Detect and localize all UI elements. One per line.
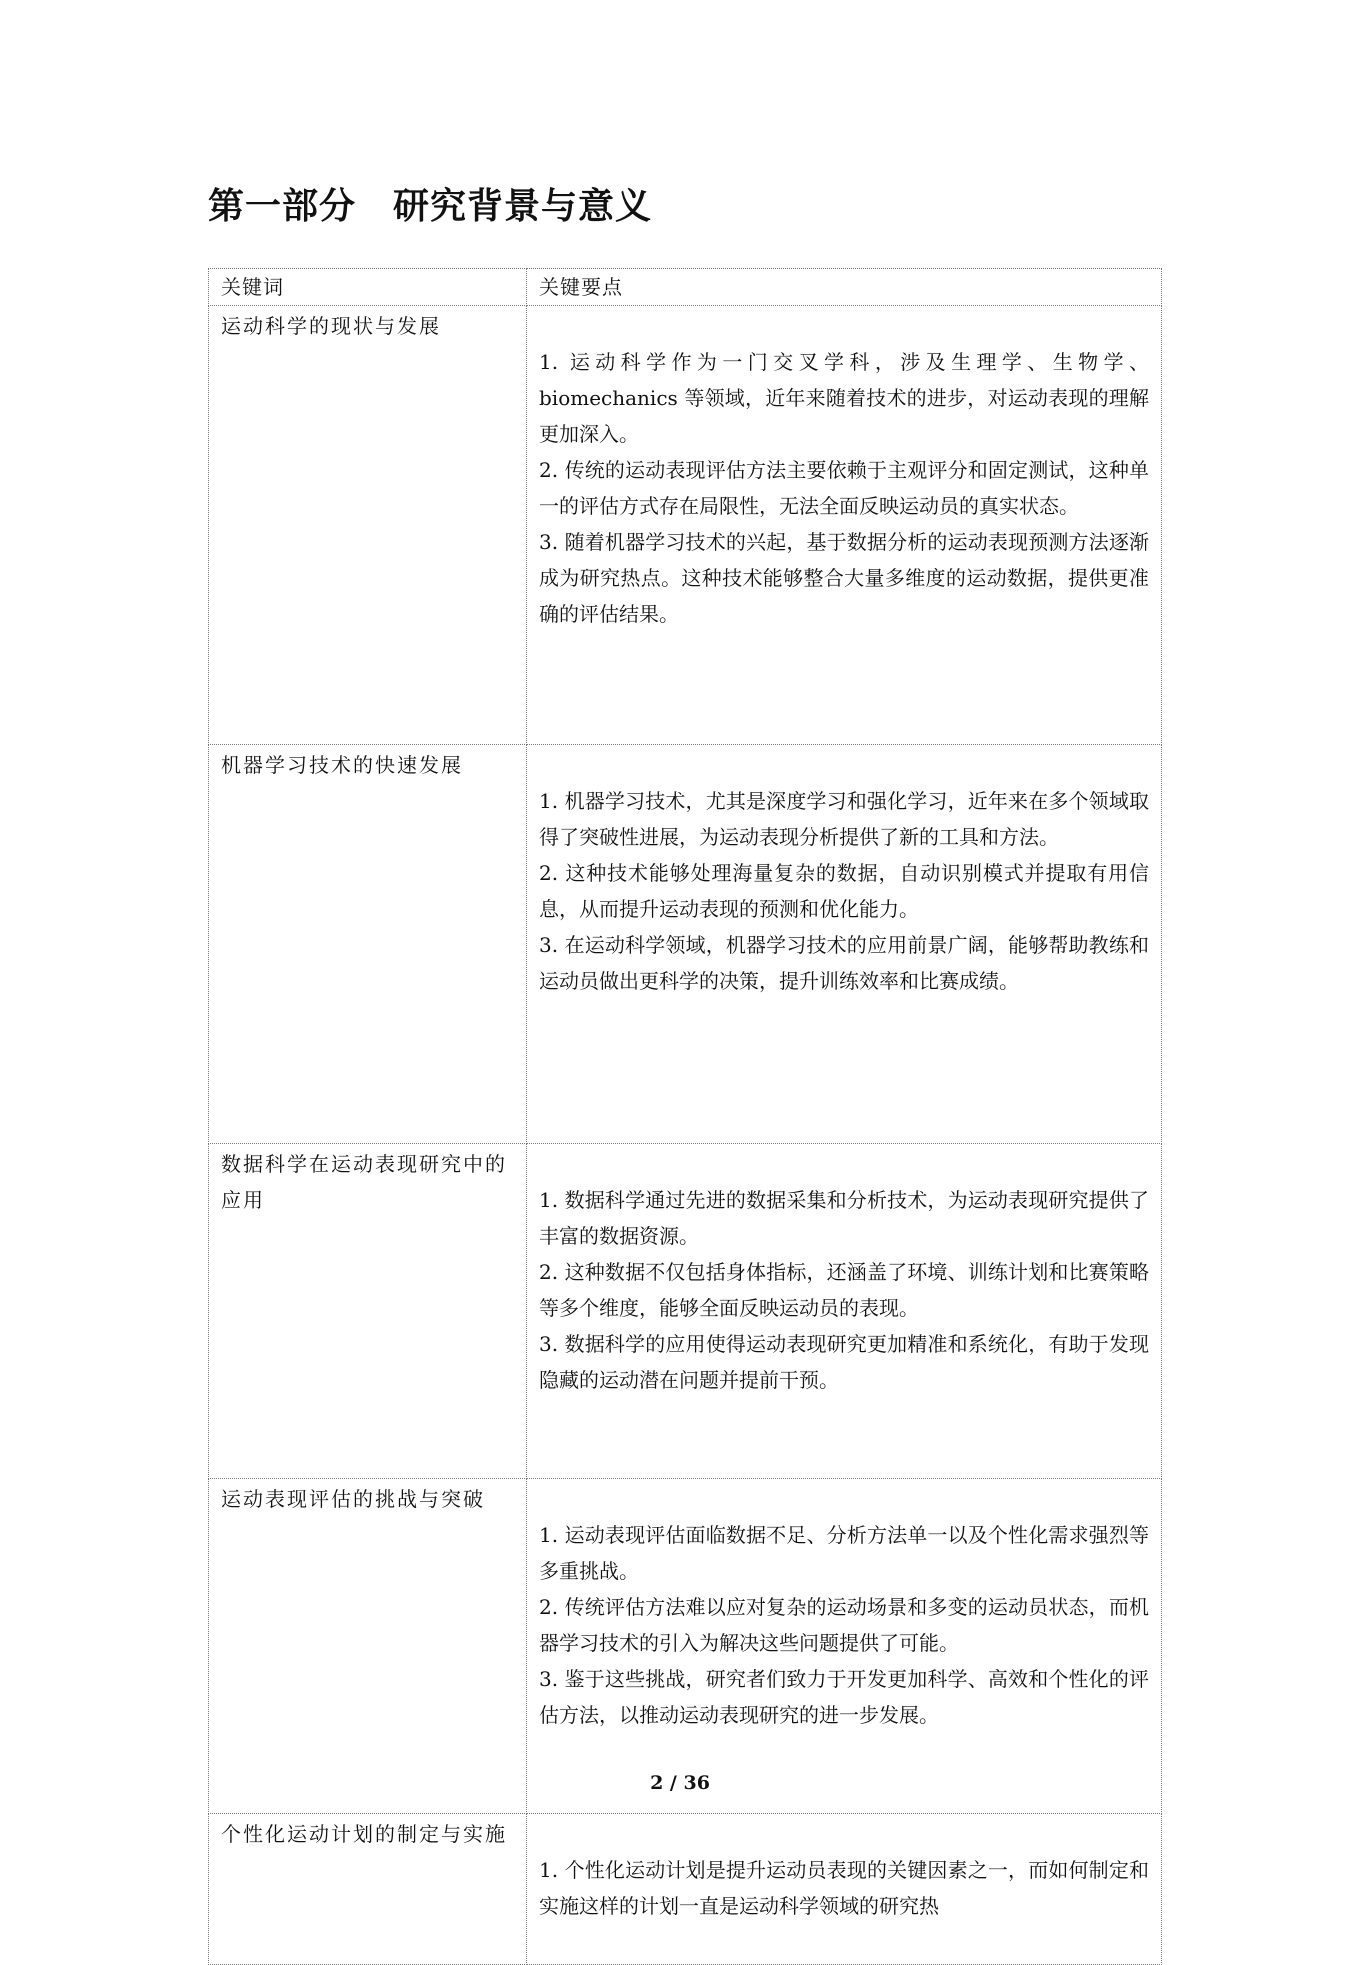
table-row (209, 1144, 1162, 1479)
section-heading: 第一部分 研究背景与意义 (208, 186, 653, 227)
page-number: 2 / 36 (650, 1772, 710, 1794)
point-text: 3. 数据科学的应用使得运动表现研究更加精准和系统化，有助于发现隐藏的运动潜在问题并提前干预。 (539, 1332, 1149, 1392)
point-text: 2. 传统评估方法难以应对复杂的运动场景和多变的运动员状态，而机器学习技术的引入为解决这些问题提供了可能。 (539, 1595, 1149, 1655)
point-text: 3. 随着机器学习技术的兴起，基于数据分析的运动表现预测方法逐渐成为研究热点。这种技术能够整合大量多维度的运动数据，提供更准确的评估结果。 (539, 530, 1149, 626)
keyword-cell: 运动表现评估的挑战与突破 (209, 1479, 527, 1814)
points-cell (527, 1814, 1162, 1965)
keyword-cell: 机器学习技术的快速发展 (209, 745, 527, 1144)
table-row (209, 1814, 1162, 1965)
point-text: 2. 这种技术能够处理海量复杂的数据，自动识别模式并提取有用信息，从而提升运动表现的预测和优化能力。 (539, 861, 1149, 921)
points-cell (527, 1479, 1162, 1814)
point-text: 2. 传统的运动表现评估方法主要依赖于主观评分和固定测试，这种单一的评估方式存在局限性，无法全面反映运动员的真实状态。 (539, 458, 1149, 518)
points-cell (527, 306, 1162, 745)
table-header-row (209, 269, 1162, 306)
table-row (209, 306, 1162, 745)
point-text: 3. 鉴于这些挑战，研究者们致力于开发更加科学、高效和个性化的评估方法，以推动运动表现研究的进一步发展。 (539, 1667, 1149, 1727)
keyword-cell: 个性化运动计划的制定与实施 (209, 1814, 527, 1965)
keyword-cell: 运动科学的现状与发展 (209, 306, 527, 745)
point-text: 1. 机器学习技术，尤其是深度学习和强化学习，近年来在多个领域取得了突破性进展，为运动表现分析提供了新的工具和方法。 (539, 789, 1149, 849)
point-text: 1. 运动科学作为一门交叉学科，涉及生理学、生物学、biomechanics 等领域，近年来随着技术的进步，对运动表现的理解更加深入。 (539, 350, 1149, 446)
point-text: 1. 数据科学通过先进的数据采集和分析技术，为运动表现研究提供了丰富的数据资源。 (539, 1188, 1149, 1248)
point-text: 1. 个性化运动计划是提升运动员表现的关键因素之一，而如何制定和实施这样的计划一直是运动科学领域的研究热 (539, 1858, 1149, 1918)
keyword-table (208, 268, 1162, 1965)
keyword-cell: 数据科学在运动表现研究中的应用 (209, 1144, 527, 1479)
table-row (209, 1479, 1162, 1814)
point-text: 3. 在运动科学领域，机器学习技术的应用前景广阔，能够帮助教练和运动员做出更科学的决策，提升训练效率和比赛成绩。 (539, 933, 1149, 993)
header-keyword: 关键词 (209, 269, 527, 306)
points-cell (527, 1144, 1162, 1479)
point-text: 1. 运动表现评估面临数据不足、分析方法单一以及个性化需求强烈等多重挑战。 (539, 1523, 1149, 1583)
point-text: 2. 这种数据不仅包括身体指标，还涵盖了环境、训练计划和比赛策略等多个维度，能够全面反映运动员的表现。 (539, 1260, 1149, 1320)
points-cell (527, 745, 1162, 1144)
header-key-points: 关键要点 (527, 269, 1162, 306)
table-row (209, 745, 1162, 1144)
